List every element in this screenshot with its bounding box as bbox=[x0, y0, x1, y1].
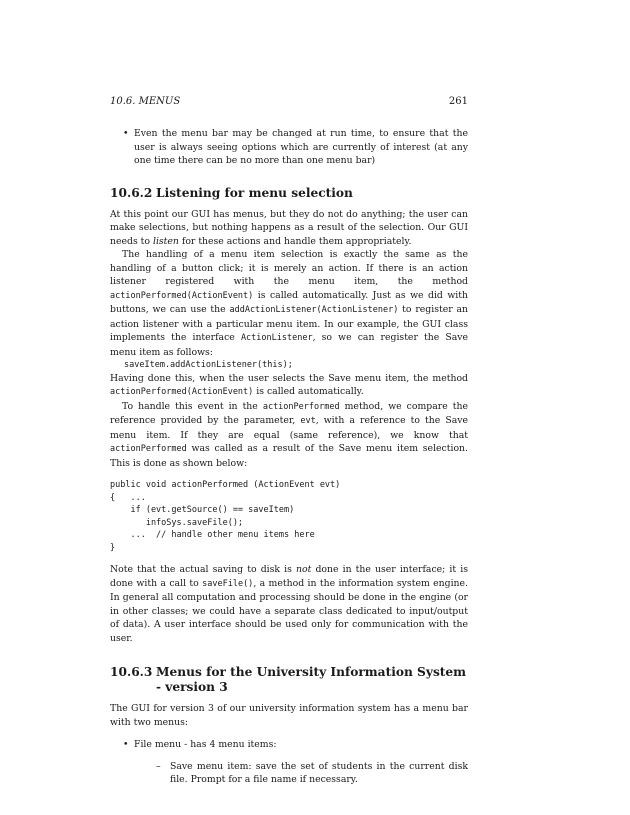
file-menu-bullet: • File menu - has 4 menu items: bbox=[123, 739, 277, 750]
save-menu-item-subitem: – Save menu item: save the set of students in the current disk file. Prompt for a file name if necessary. bbox=[156, 760, 468, 785]
section-heading-10-6-2: 10.6.2 Listening for menu selection bbox=[110, 185, 353, 200]
code-line: ... // handle other menu items here bbox=[110, 530, 315, 540]
intro-bullet: • Even the menu bar may be changed at run time, to ensure that the user is always seeing options which are currently of interest (at any one time there can be no more than one menu bar) bbox=[123, 128, 468, 166]
code-add-listener: saveItem.addActionListener(this); bbox=[124, 360, 293, 370]
header-section: 10.6. MENUS bbox=[110, 96, 181, 107]
paragraph-4: To handle this event in the actionPerformed method, we compare the reference provided by the parameter, evt, with a reference to the Save menu item. If they are equal (same reference), we know that actionPerformed was called as a result of the Save menu item selection. This is done as shown below: bbox=[110, 400, 468, 469]
paragraph-5: Note that the actual saving to disk is not done in the user interface; it is done with a call to saveFile(), a method in the information system engine. In general all computation and processing should be done in the engine (or in other classes; we could have a separate class dedicated to input/output of data). A user interface should be used only for communication with the user. bbox=[110, 564, 468, 644]
bullet-marker: • bbox=[123, 128, 129, 139]
bullet-marker: • bbox=[123, 739, 129, 750]
code-line: { ... bbox=[110, 492, 146, 503]
running-header bbox=[110, 96, 468, 107]
paragraph-6: The GUI for version 3 of our university information system has a menu bar with two menus: bbox=[110, 703, 468, 728]
code-line: } bbox=[110, 542, 116, 553]
code-block bbox=[110, 479, 468, 554]
dash-marker: – bbox=[156, 760, 161, 772]
page-number: 261 bbox=[448, 96, 468, 107]
section-heading-10-6-3: 10.6.3 Menus for the University Information System - version 3 bbox=[110, 665, 467, 694]
code-line: if (evt.getSource() == saveItem) bbox=[110, 505, 295, 515]
paragraph-1: At this point our GUI has menus, but they do not do anything; the user can make selections, but nothing happens as a result of the selection. Our GUI needs to listen for these actions and handle them appropriately. bbox=[110, 208, 468, 247]
paragraph-3: Having done this, when the user selects the Save menu item, the method actionPerformed(ActionEvent) is called automatically. bbox=[110, 372, 468, 397]
paragraph-2: The handling of a menu item selection is exactly the same as the handling of a button click; it is merely an action. If there is an action listener registered with the menu item, the method actionPerformed(ActionEvent) is called automatically. Just as we did with buttons, we can use the addActionListener(ActionListener) to register an action listener with a particular menu item. In our example, the GUI class implements the interface ActionListener, so we can register the Save menu item as follows: bbox=[110, 249, 468, 358]
code-line: public void actionPerformed (ActionEvent evt) bbox=[110, 480, 341, 490]
document-page bbox=[110, 96, 468, 787]
code-line: infoSys.saveFile(); bbox=[110, 517, 244, 528]
